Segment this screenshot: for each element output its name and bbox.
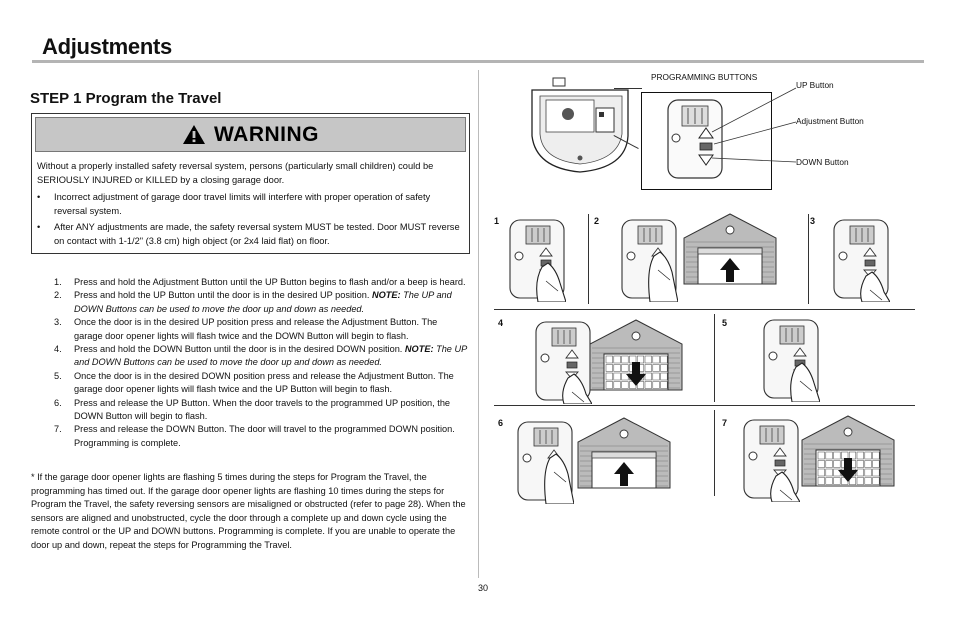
- wall-control-illustration: [832, 218, 890, 302]
- programming-buttons-label: PROGRAMMING BUTTONS: [651, 72, 758, 82]
- instruction-steps: [54, 276, 468, 450]
- warning-intro: Without a properly installed safety reversal system, persons (particularly small children) could be SERIOUSLY INJURED or KILLED by a closing garage door.: [37, 161, 434, 185]
- panel-number: 6: [498, 418, 504, 428]
- warning-body: [37, 160, 465, 251]
- step-item: 6. Press and release the UP Button. When the door travels to the programmed UP position, the DOWN Button will begin to flash.: [54, 397, 451, 422]
- step-heading: STEP 1 Program the Travel: [30, 90, 222, 107]
- warning-header: [35, 117, 466, 152]
- step-item: 1. Press and hold the Adjustment Button until the UP Button begins to flash and/or a beep is heard.: [54, 277, 466, 287]
- title-divider: [32, 60, 924, 63]
- warning-triangle-icon: [182, 124, 206, 145]
- step-item: 5. Once the door is in the desired DOWN position press and release the Adjustment Button. The garage door opener lights will flash twice and the UP Button will begin to flash.: [54, 370, 454, 395]
- wall-control-illustration: [534, 320, 592, 404]
- step-item: 2. Press and hold the UP Button until the door is in the desired UP position. NOTE: The UP and DOWN Buttons can be used to move the door up and down as needed.: [54, 290, 452, 314]
- footnote: * If the garage door opener lights are flashing 5 times during the steps for Program the Travel, the programming has timed out. If the garage door opener lights are flashing 10 times during the steps for Program the Travel, the safety reversing sensors are misaligned or obstructed (refer to page 28). When the sensors are aligned and unobstructed, cycle the door through a complete up and down cycle using the remote control or the UP and DOWN buttons. Programming is complete. If you are unable to operate the door up and down, repeat the steps for Programming the Travel.: [31, 472, 466, 550]
- warning-bullet: • After ANY adjustments are made, the safety reversal system MUST be tested. Door MUST reverse on contact with 1-1/2" (3.8 cm) high object (or 2x4 laid flat) on floor.: [37, 222, 460, 246]
- garage-illustration: [682, 212, 778, 286]
- warning-bullet: • Incorrect adjustment of garage door travel limits will interfere with proper operation of safety reversal system.: [37, 192, 431, 216]
- panel-divider: [714, 410, 715, 496]
- panel-number: 5: [722, 318, 728, 328]
- panel-divider: [808, 214, 809, 304]
- wall-control-illustration: [762, 318, 820, 402]
- panel-number: 2: [594, 216, 600, 226]
- down-button-label: DOWN Button: [796, 157, 849, 167]
- wall-control-illustration: [516, 420, 574, 504]
- step-item: 3. Once the door is in the desired UP position press and release the Adjustment Button. The garage door opener lights will flash twice and the DOWN Button will begin to flash.: [54, 317, 438, 341]
- garage-door-opener-illustration: [528, 76, 638, 176]
- page-number: 30: [478, 583, 489, 593]
- zoom-connector-line: [614, 88, 642, 89]
- panel-number: 7: [722, 418, 728, 428]
- callout-leader-lines: [700, 80, 800, 170]
- wall-control-illustration: [508, 218, 566, 302]
- warning-heading: WARNING: [214, 122, 319, 146]
- step-item: 7. Press and release the DOWN Button. The door will travel to the programmed DOWN position. Programming is complete.: [54, 424, 455, 448]
- warning-box: [31, 113, 470, 254]
- wall-control-illustration: [620, 218, 678, 302]
- panel-divider: [494, 309, 915, 310]
- page-title: Adjustments: [42, 34, 172, 59]
- adjustment-button-label: Adjustment Button: [796, 116, 864, 126]
- garage-illustration: [588, 318, 684, 392]
- panel-divider: [588, 214, 589, 304]
- up-button-label: UP Button: [796, 80, 834, 90]
- step-item: 4. Press and hold the DOWN Button until the door is in the desired DOWN position. NOTE: The UP and DOWN Buttons can be used to move the door up and down as needed.: [54, 344, 467, 368]
- garage-illustration: [800, 414, 896, 488]
- garage-illustration: [576, 416, 672, 490]
- panel-number: 1: [494, 216, 500, 226]
- wall-control-illustration: [742, 418, 800, 502]
- panel-divider: [494, 405, 915, 406]
- panel-divider: [714, 314, 715, 402]
- panel-number: 3: [810, 216, 816, 226]
- panel-number: 4: [498, 318, 504, 328]
- column-divider: [478, 70, 479, 578]
